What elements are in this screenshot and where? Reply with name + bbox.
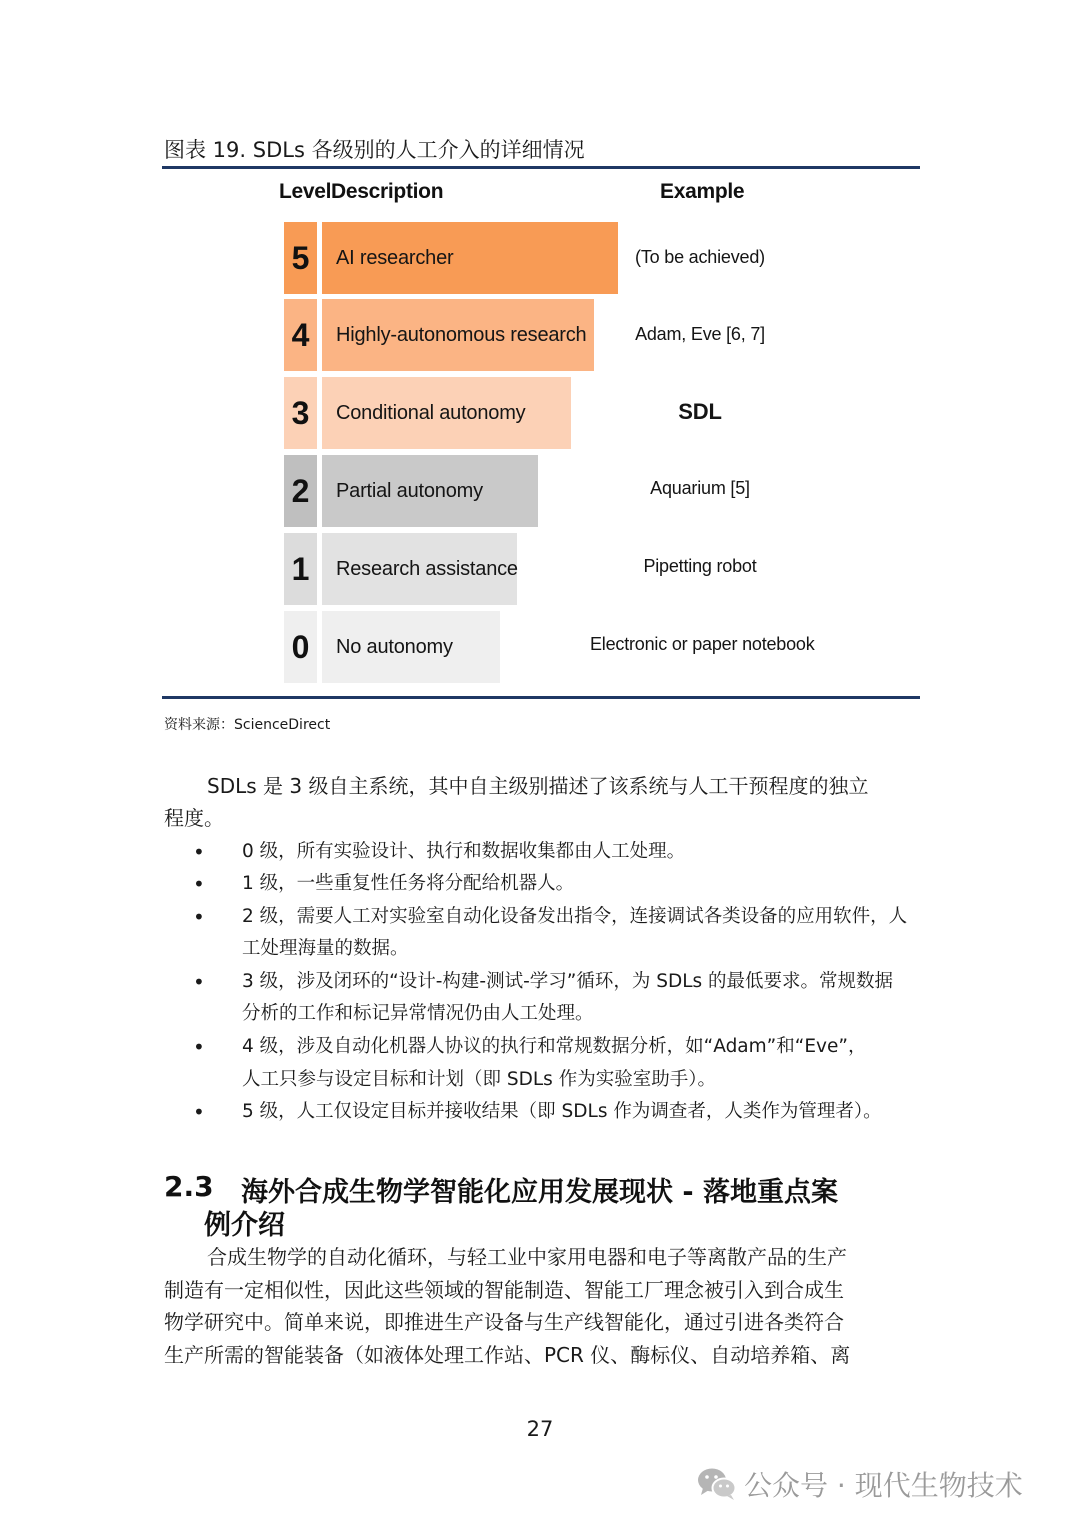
level-bar-3: Conditional autonomy bbox=[322, 377, 571, 449]
section-body-line-4: 生产所需的智能装备（如液体处理工作站、PCR 仪、酶标仪、自动培养箱、离 bbox=[164, 1343, 851, 1367]
list-item-continuation: 人工只参与设定目标和计划（即 SDLs 作为实验室助手）。 bbox=[242, 1069, 716, 1090]
bullet-dot: • bbox=[193, 905, 205, 929]
bullet-dot: • bbox=[193, 1100, 205, 1124]
level-bar-1: Research assistance bbox=[322, 533, 517, 605]
bullet-dot: • bbox=[193, 840, 205, 864]
level-bar-5: AI researcher bbox=[322, 222, 618, 294]
list-item: 2 级，需要人工对实验室自动化设备发出指令，连接调试各类设备的应用软件，人 bbox=[242, 906, 908, 927]
level-bar-2: Partial autonomy bbox=[322, 455, 538, 527]
bullet-dot: • bbox=[193, 970, 205, 994]
section-body-line-2: 制造有一定相似性，因此这些领域的智能制造、智能工厂理念被引入到合成生 bbox=[164, 1278, 844, 1302]
wechat-icon bbox=[696, 1466, 738, 1502]
level-bar-4: Highly-autonomous research bbox=[322, 299, 594, 371]
example-4: Adam, Eve [6, 7] bbox=[635, 324, 765, 344]
header-description: Description bbox=[331, 180, 444, 203]
figure-top-rule bbox=[162, 166, 920, 169]
list-item: 1 级，一些重复性任务将分配给机器人。 bbox=[242, 873, 575, 894]
level-badge-2: 2 bbox=[284, 455, 317, 527]
section-body-line-3: 物学研究中。简单来说，即推进生产设备与生产线智能化，通过引进各类符合 bbox=[164, 1310, 844, 1334]
header-level: Level bbox=[279, 180, 332, 203]
level-badge-3: 3 bbox=[284, 377, 317, 449]
example-5: (To be achieved) bbox=[635, 247, 765, 267]
level-bar-0: No autonomy bbox=[322, 611, 500, 683]
level-badge-4: 4 bbox=[284, 299, 317, 371]
figure-bottom-rule bbox=[162, 696, 920, 699]
list-item: 0 级，所有实验设计、执行和数据收集都由人工处理。 bbox=[242, 841, 686, 862]
section-number: 2.3 bbox=[164, 1170, 214, 1203]
section-title-line-1: 海外合成生物学智能化应用发展现状 - 落地重点案 bbox=[241, 1177, 839, 1208]
bullet-dot: • bbox=[193, 872, 205, 896]
level-badge-0: 0 bbox=[284, 611, 317, 683]
intro-line-2: 程度。 bbox=[164, 806, 224, 830]
list-item-continuation: 分析的工作和标记异常情况仍由人工处理。 bbox=[242, 1003, 594, 1024]
list-item: 5 级，人工仅设定目标并接收结果（即 SDLs 作为调查者，人类作为管理者）。 bbox=[242, 1101, 882, 1122]
watermark-text: 公众号 · 现代生物技术 bbox=[744, 1469, 1023, 1502]
example-1: Pipetting robot bbox=[643, 556, 757, 576]
section-body-line-1: 合成生物学的自动化循环，与轻工业中家用电器和电子等离散产品的生产 bbox=[207, 1245, 847, 1269]
list-item: 3 级，涉及闭环的“设计-构建-测试-学习”循环，为 SDLs 的最低要求。常规数据 bbox=[242, 971, 894, 992]
example-0: Electronic or paper notebook bbox=[590, 634, 815, 654]
figure-source: 资料来源：ScienceDirect bbox=[164, 717, 331, 733]
level-badge-1: 1 bbox=[284, 533, 317, 605]
level-badge-5: 5 bbox=[284, 222, 317, 294]
section-title-line-2: 例介绍 bbox=[204, 1210, 285, 1241]
header-example: Example bbox=[660, 180, 745, 203]
intro-line-1: SDLs 是 3 级自主系统，其中自主级别描述了该系统与人工干预程度的独立 bbox=[207, 774, 869, 798]
list-item: 4 级，涉及自动化机器人协议的执行和常规数据分析，如“Adam”和“Eve”， bbox=[242, 1036, 867, 1057]
figure-title: 图表 19. SDLs 各级别的人工介入的详细情况 bbox=[164, 138, 585, 162]
example-3: SDL bbox=[678, 399, 722, 424]
page-number: 27 bbox=[526, 1417, 554, 1441]
list-item-continuation: 工处理海量的数据。 bbox=[242, 938, 409, 959]
example-2: Aquarium [5] bbox=[650, 478, 750, 498]
bullet-dot: • bbox=[193, 1035, 205, 1059]
